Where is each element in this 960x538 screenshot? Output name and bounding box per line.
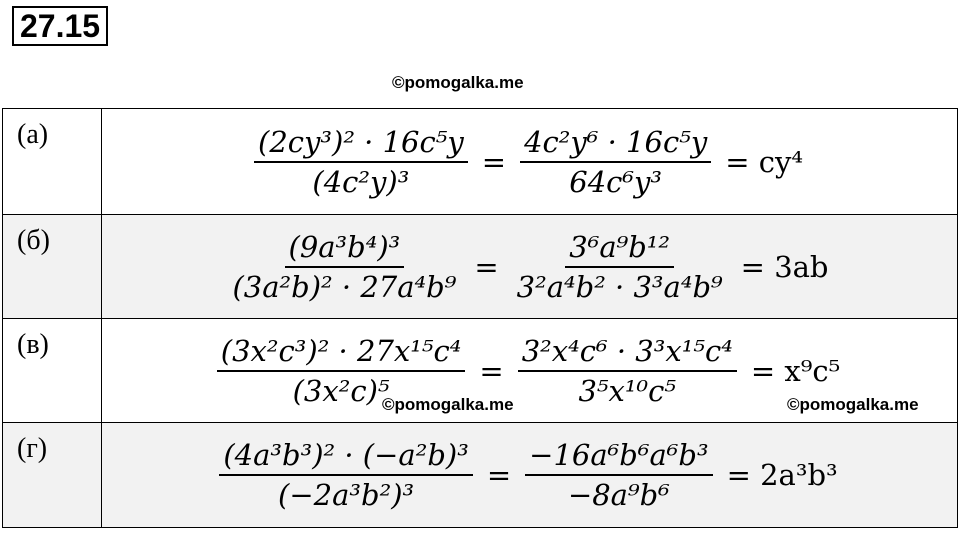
equation-cell: [102, 423, 958, 528]
table-row: [3, 319, 958, 423]
numerator: (9a³b⁴)³: [285, 230, 405, 268]
table-row: [3, 109, 958, 215]
result: = 3ab: [740, 249, 829, 284]
equation: [102, 109, 957, 214]
equals-sign: =: [474, 249, 499, 284]
fraction: [525, 438, 712, 512]
equation-cell: [102, 319, 958, 423]
equation-cell: [102, 109, 958, 215]
fraction: [513, 230, 727, 304]
numerator: 3²x⁴c⁶ · 3³x¹⁵c⁴: [518, 334, 737, 372]
row-label: (г): [3, 423, 102, 528]
equals-sign: =: [486, 458, 512, 492]
numerator: −16a⁶b⁶a⁶b³: [525, 438, 712, 476]
fraction: [518, 334, 737, 408]
row-label: (б): [3, 215, 102, 319]
row-label: (а): [3, 109, 102, 215]
fraction: [219, 438, 473, 512]
fraction: [228, 230, 460, 304]
equals-sign: =: [481, 144, 507, 179]
fraction: [254, 125, 468, 199]
equation: [102, 215, 957, 318]
row-label: (в): [3, 319, 102, 423]
denominator: (4c²y)³: [312, 164, 410, 199]
table-row: [3, 215, 958, 319]
equation-cell: [102, 215, 958, 319]
numerator: 3⁶a⁹b¹²: [565, 230, 674, 268]
denominator: (3x²c)⁵: [292, 373, 390, 408]
denominator: 3²a⁴b² · 3³a⁴b⁹: [516, 269, 723, 304]
equation: [102, 423, 957, 527]
numerator: (3x²c³)² · 27x¹⁵c⁴: [217, 334, 466, 372]
numerator: (2cy³)² · 16c⁵y: [254, 125, 468, 163]
watermark-inline: ©pomogalka.me: [787, 395, 919, 414]
equals-sign: =: [479, 353, 504, 388]
numerator: (4a³b³)² · (−a²b)³: [219, 438, 473, 476]
numerator: 4c²y⁶ · 16c⁵y: [520, 125, 711, 163]
result: = x⁹c⁵: [750, 353, 841, 388]
watermark-inline: ©pomogalka.me: [382, 395, 514, 414]
solution-table: [2, 108, 958, 528]
denominator: 3⁵x¹⁰c⁵: [578, 373, 677, 408]
problem-number: 27.15: [12, 6, 108, 46]
denominator: 64c⁶y³: [569, 164, 663, 199]
denominator: (3a²b)² · 27a⁴b⁹: [232, 269, 457, 304]
watermark-top: ©pomogalka.me: [392, 73, 524, 92]
result: = cy⁴: [725, 144, 803, 179]
result: = 2a³b³: [726, 458, 838, 492]
denominator: (−2a³b²)³: [278, 478, 415, 512]
table-row: [3, 423, 958, 528]
denominator: −8a⁹b⁶: [567, 478, 670, 512]
fraction: [520, 125, 711, 199]
